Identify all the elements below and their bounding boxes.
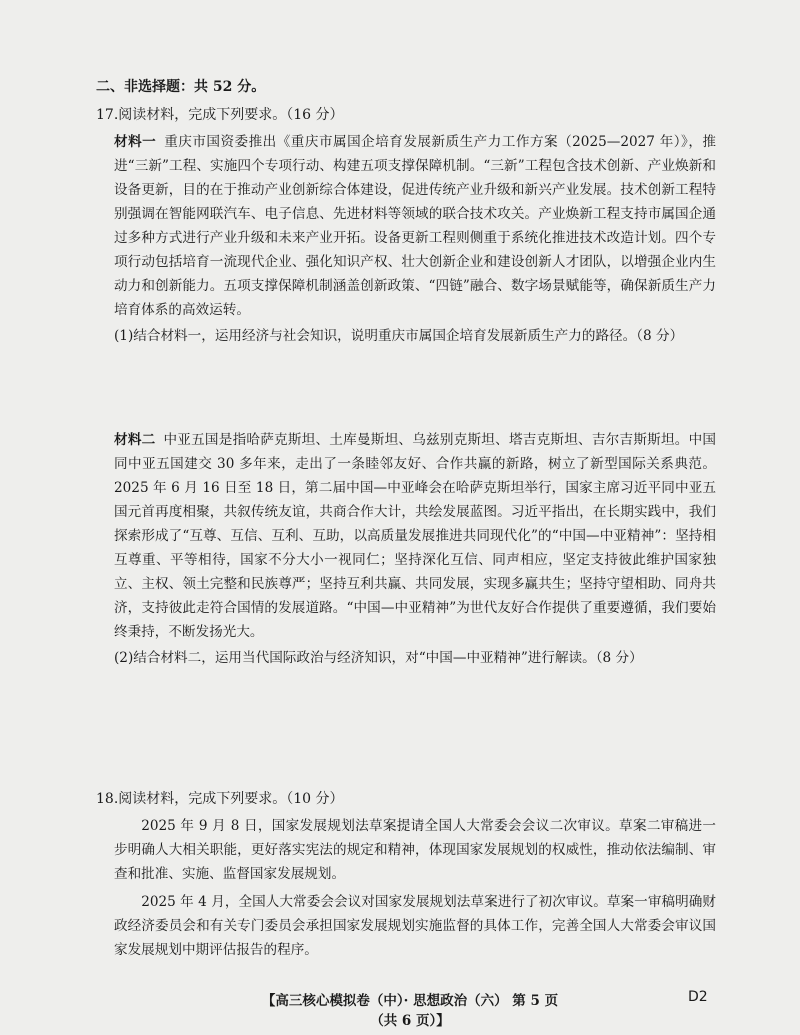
material-1 <box>114 130 716 322</box>
question-18-paragraph-1: 2025 年 9 月 8 日，国家发展规划法草案提请全国人大常委会会议二次审议。草案二审稿进一步明确人大相关职能，更好落实宪法的规定和精神，体现国家发展规划的权威性，推动依法编制、审查和批准、实施、监督国家发展规划。 <box>114 818 716 882</box>
footer-code: D2 <box>688 989 708 1005</box>
question-17-sub-1: (1)结合材料一，运用经济与社会知识，说明重庆市属国企培育发展新质生产力的路径。（8 分） <box>114 328 684 344</box>
material-2-label: 材料二 <box>114 432 156 448</box>
material-2 <box>114 428 716 644</box>
page-footer <box>0 989 800 1029</box>
material-1-text: 重庆市国资委推出《重庆市属国企培育发展新质生产力工作方案（2025—2027 年）》，推进“三新”工程、实施四个专项行动、构建五项支撑保障机制。“三新”工程包含技术创新、产业焕新和设备更新，目的在于推动产业创新综合体建设，促进传统产业升级和新兴产业发展。技术创新工程特别强调在智能网联汽车、电子信息、先进材料等领域的联合技术攻关。产业焕新工程支持市属国企通过多种方式进行产业升级和未来产业开拓。设备更新工程则侧重于系统化推进技术改造计划。四个专项行动包括培育一流现代企业、强化知识产权、壮大创新企业和建设创新人才团队，以增强企业内生动力和创新能力。五项支撑保障机制涵盖创新政策、“四链”融合、数字场景赋能等，确保新质生产力培育体系的高效运转。 <box>114 134 716 318</box>
question-18-paragraph-2: 2025 年 4 月，全国人大常委会会议对国家发展规划法草案进行了初次审议。草案一审稿明确财政经济委员会和有关专门委员会承担国家发展规划实施监督的具体工作，完善全国人大常委会审议国家发展规划中期评估报告的程序。 <box>114 894 716 958</box>
question-17-sub-2: (2)结合材料二，运用当代国际政治与经济知识，对“中国—中亚精神”进行解读。（8 分） <box>114 650 643 666</box>
question-18-title: 18.阅读材料，完成下列要求。（10 分） <box>96 791 344 807</box>
section-title: 二、非选择题：共 52 分。 <box>96 79 266 95</box>
material-2-text: 中亚五国是指哈萨克斯坦、土库曼斯坦、乌兹别克斯坦、塔吉克斯坦、吉尔吉斯斯坦。中国同中亚五国建交 30 多年来，走出了一条睦邻友好、合作共赢的新路，树立了新型国际关系典范。2025 年 6 月 16 日至 18 日，第二届中国—中亚峰会在哈萨克斯坦举行，国家主席习近平同中亚五国元首再度相聚，共叙传统友谊，共商合作大计，共绘发展蓝图。习近平指出，在长期实践中，我们探索形成了“互尊、互信、互利、互助，以高质量发展推进共同现代化”的“中国—中亚精神”：坚持相互尊重、平等相待，国家不分大小一视同仁；坚持深化互信、同声相应，坚定支持彼此维护国家独立、主权、领土完整和民族尊严；坚持互利共赢、共同发展，实现多赢共生；坚持守望相助、同舟共济，支持彼此走符合国情的发展道路。“中国—中亚精神”为世代友好合作提供了重要遵循，我们要始终秉持，不断发扬光大。 <box>114 432 717 640</box>
footer-page-info: 【高三核心模拟卷（中）· 思想政治（六） 第 5 页（共 6 页）】 <box>261 993 559 1029</box>
page-content <box>96 76 716 962</box>
question-17-title: 17.阅读材料，完成下列要求。（16 分） <box>96 107 344 123</box>
material-1-label: 材料一 <box>114 134 157 150</box>
